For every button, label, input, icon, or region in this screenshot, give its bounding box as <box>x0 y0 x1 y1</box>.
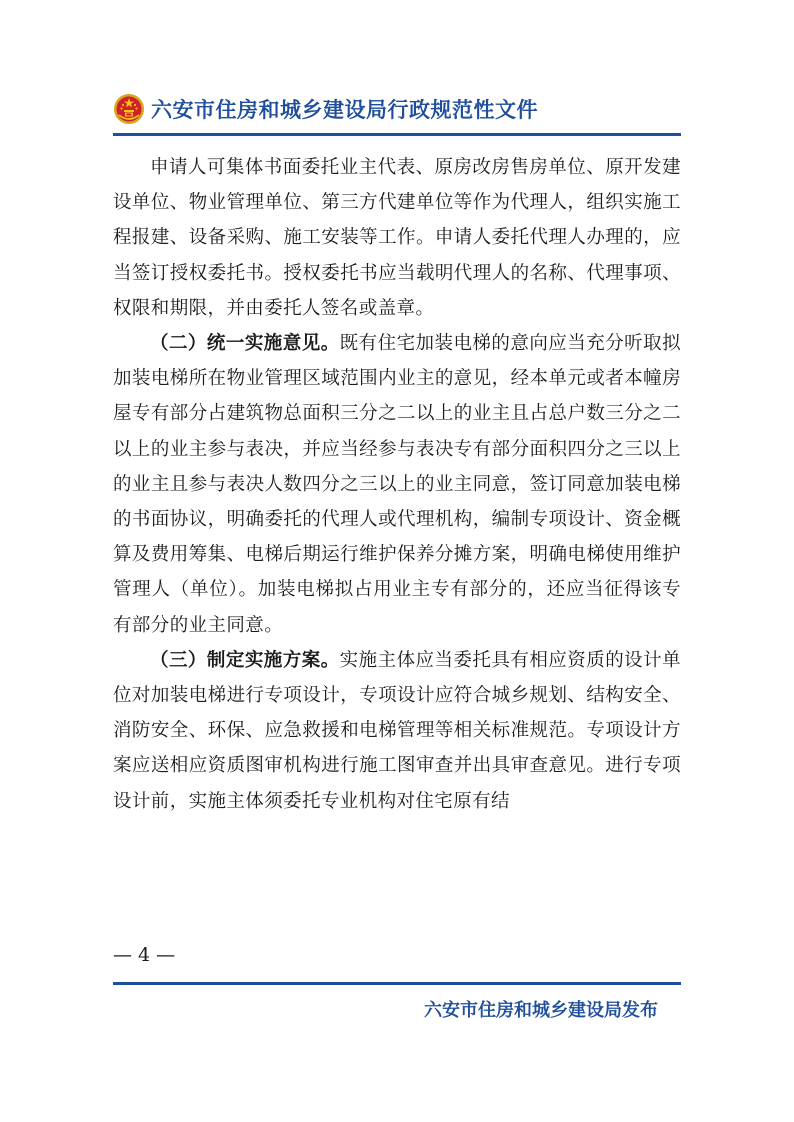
document-series-title: 六安市住房和城乡建设局行政规范性文件 <box>151 98 538 122</box>
paragraph-heading: （三）制定实施方案。 <box>150 649 340 671</box>
footer-divider <box>113 982 681 985</box>
publisher-label: 六安市住房和城乡建设局发布 <box>424 1000 658 1021</box>
paragraph <box>113 150 681 326</box>
paragraph-text: 实施主体应当委托具有相应资质的设计单位对加装电梯进行专项设计，专项设计应符合城乡规划、结构安全、消防安全、环保、应急救援和电梯管理等相关标准规范。专项设计方案应送相应资质图审机构进行施工图审查并出具审查意见。进行专项设计前，实施主体须委托专业机构对住宅原有结 <box>113 649 681 812</box>
national-emblem-icon <box>113 93 145 125</box>
document-body <box>113 150 681 819</box>
paragraph-text: 既有住宅加装电梯的意向应当充分听取拟加装电梯所在物业管理区域范围内业主的意见，经本单元或者本幢房屋专有部分占建筑物总面积三分之二以上的业主且占总户数三分之二以上的业主参与表决，并应当经参与表决专有部分面积四分之三以上的业主且参与表决人数四分之三以上的业主同意，签订同意加装电梯的书面协议，明确委托的代理人或代理机构，编制专项设计、资金概算及费用筹集、电梯后期运行维护保养分摊方案，明确电梯使用维护管理人（单位）。加装电梯拟占用业主专有部分的，还应当征得该专有部分的业主同意。 <box>113 333 681 636</box>
document-header <box>113 88 538 130</box>
paragraph-heading: （二）统一实施意见。 <box>150 333 340 355</box>
paragraph <box>113 643 681 819</box>
header-divider <box>113 133 681 136</box>
page-number: — 4 — <box>113 944 176 966</box>
paragraph-text: 申请人可集体书面委托业主代表、原房改房售房单位、原开发建设单位、物业管理单位、第三方代建单位等作为代理人，组织实施工程报建、设备采购、施工安装等工作。申请人委托代理人办理的，应当签订授权委托书。授权委托书应当载明代理人的名称、代理事项、权限和期限，并由委托人签名或盖章。 <box>113 157 681 319</box>
paragraph <box>113 326 681 643</box>
